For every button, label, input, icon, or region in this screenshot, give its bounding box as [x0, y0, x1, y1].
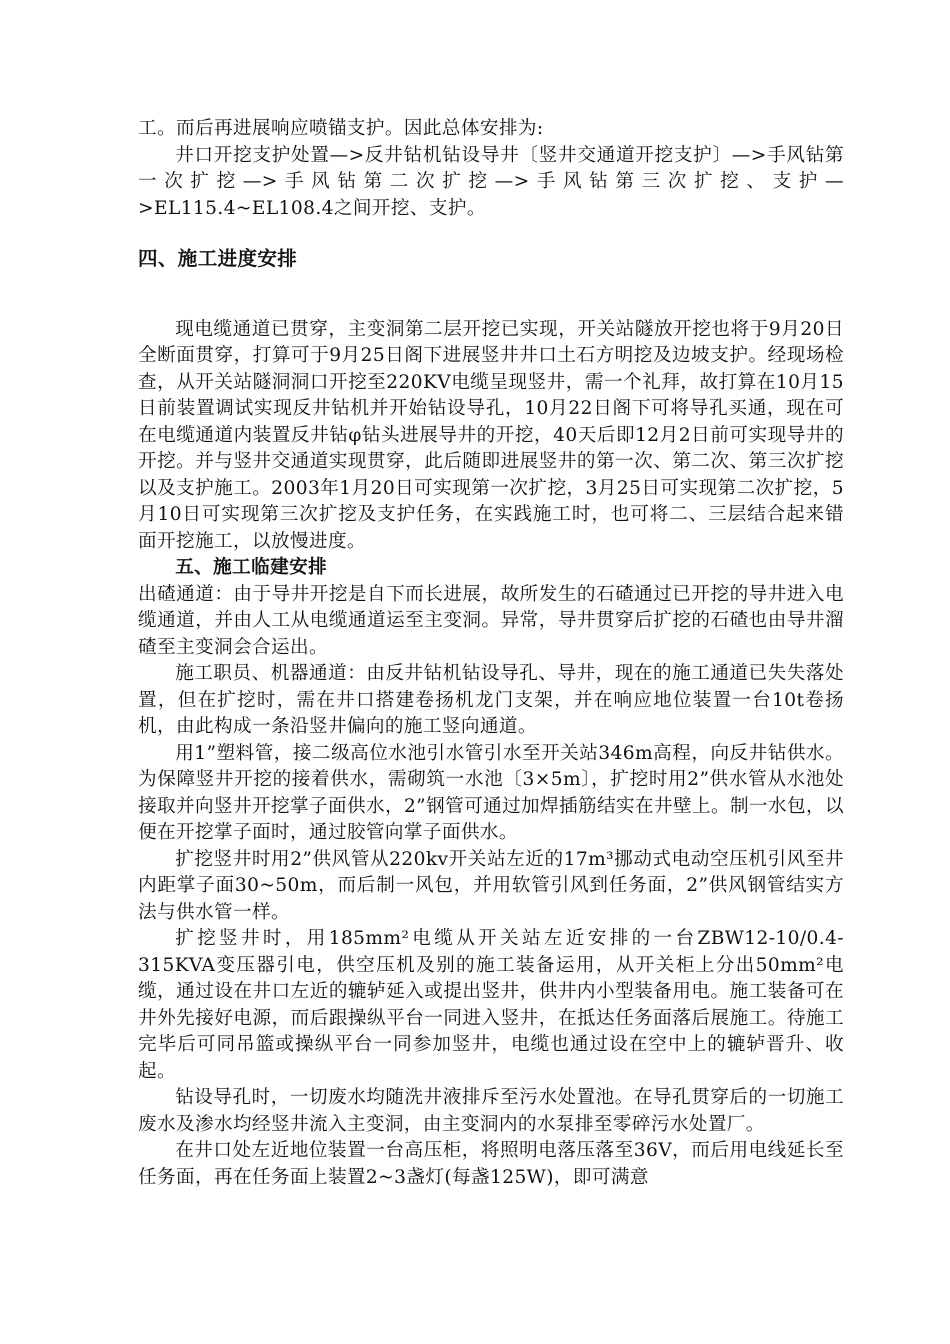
paragraph-muck-channel: 出碴通道：由于导井开挖是自下而长进展，故所发生的石碴通过已开挖的导井进入电缆通道，并由人工从电缆通道运至主变洞。异常，导井贯穿后扩挖的石碴也由导井溜碴至主变洞会合运出。: [138, 583, 844, 658]
paragraph-continuation: 工。而后再进展响应喷锚支护。因此总体安排为:: [138, 118, 544, 139]
section-heading-temporary-works: 五、施工临建安排: [175, 557, 328, 578]
paragraph-personnel-channel: 施工职员、机器通道：由反井钻机钻设导孔、导井，现在的施工通道已失失落处置，但在扩挖时，需在井口搭建卷扬机龙门支架，并在响应地位装置一台10t卷扬机，由此构成一条沿竖井偏向的施工竖向通道。: [138, 663, 844, 737]
paragraph-power-supply: 扩挖竖井时，用185mm²电缆从开关站左近安排的一台ZBW12-10/0.4-315KVA变压器引电，供空压机及别的施工装备运用，从开关柜上分出50mm²电缆，通过设在井口左近的辘轳延入或提出竖井，供井内小型装备用电。施工装备可在井外先接好电源，而后跟操纵平台一同进入竖井，在抵达任务面落后展施工。待施工完毕后可同吊篮或操纵平台一同参加竖井，电缆也通过设在空中上的辘轳晋升、收起。: [138, 928, 844, 1082]
paragraph-lighting: 在井口处左近地位装置一台高压柜，将照明电落压落至36V，而后用电线延长至任务面，再在任务面上装置2~3盏灯(每盏125W)，即可满意: [138, 1140, 844, 1188]
paragraph-water-supply: 用1”塑料管，接二级高位水池引水管引水至开关站346m高程，向反井钻供水。为保障竖井开挖的接着供水，需砌筑一水池〔3×5m〕，扩挖时用2”供水管从水池处接取并向竖井开挖掌子面供水，2”钢管可通过加焊插筋结实在井壁上。制一水包，以便在开挖掌子面时，通过胶管向掌子面供水。: [138, 742, 844, 843]
paragraph-drainage: 钻设导孔时，一切废水均随洗井液排斥至污水处置池。在导孔贯穿后的一切施工废水及渗水均经竖井流入主变洞，由主变洞内的水泵排至零碎污水处置厂。: [138, 1087, 844, 1135]
section-heading-schedule: 四、施工进度安排: [138, 247, 298, 270]
paragraph-arrangement: 井口开挖支护处置—>反井钻机钻设导井〔竖井交通道开挖支护〕—>手风钻第一次扩挖—>手风钻第二次扩挖—>手风钻第三次扩挖、支护—>EL115.4~EL108.4之间开挖、支护。: [138, 144, 844, 219]
paragraph-air-supply: 扩挖竖井时用2”供风管从220kv开关站左近的17m³挪动式电动空压机引风至井内距掌子面30~50m，而后制一风包，并用软管引风到任务面，2”供风钢管结实方法与供水管一样。: [138, 848, 844, 923]
paragraph-schedule: 现电缆通道已贯穿，主变洞第二层开挖已实现，开关站隧放开挖也将于9月20日全断面贯穿，打算可于9月25日阁下进展竖井井口土石方明挖及边坡支护。经现场检查，从开关站隧洞洞口开挖至220KV电缆呈现竖井，需一个礼拜，故打算在10月15日前装置调试实现反井钻机并开始钻设导孔，10月22日阁下可将导孔买通，现在可在电缆通道内装置反井钻φ钻头进展导井的开挖，40天后即12月2日前可实现导井的开挖。并与竖井交通道实现贯穿，此后随即进展竖井的第一次、第二次、第三次扩挖以及支护施工。2003年1月20日可实现第一次扩挖，3月25日可实现第二次扩挖，5月10日可实现第三次扩挖及支护任务，在实践施工时，也可将二、三层结合起来错面开挖施工，以放慢进度。: [138, 318, 844, 552]
document-body: [138, 116, 844, 1191]
